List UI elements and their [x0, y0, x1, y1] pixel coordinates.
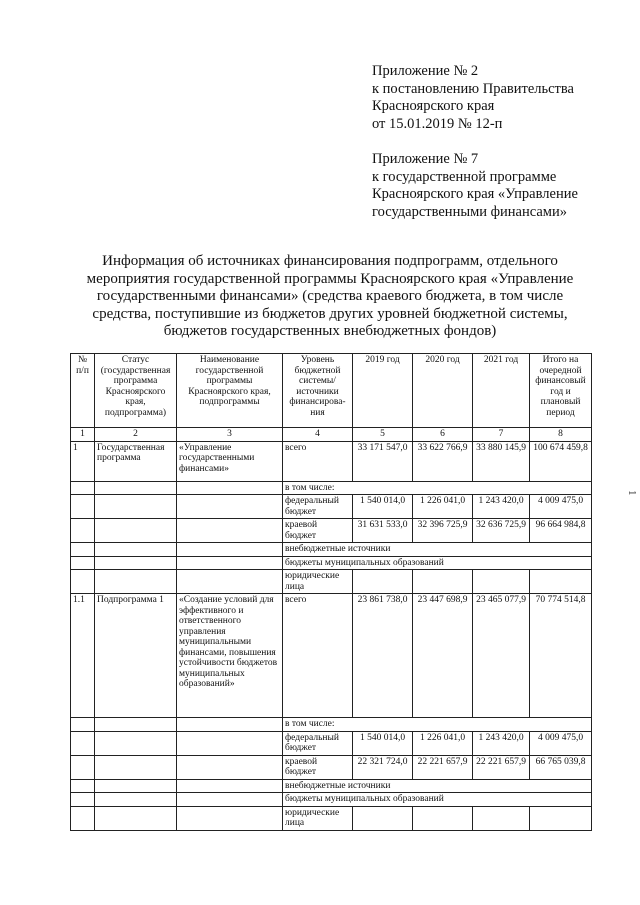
appendix-2-line: к постановлению Правительства — [372, 80, 574, 97]
subprogram-num: 1.1 — [71, 594, 95, 718]
header-2021: 2021 год — [473, 354, 530, 428]
table-row — [71, 731, 592, 755]
subprogram-status: Подпрограмма 1 — [95, 594, 177, 718]
program-federal-2020: 1 226 041,0 — [413, 495, 473, 519]
table-row — [71, 570, 592, 594]
header-2020: 2020 год — [413, 354, 473, 428]
subprogram-name: «Создание условий для эффективного и ответственного управления муниципальными финансами, повышения устойчивости бюджетов муниципальных образований» — [177, 594, 283, 718]
header-level: Уровень бюджетной системы/ источники финансирова- ния — [283, 354, 353, 428]
program-offbudget-label: внебюджетные источники — [283, 543, 592, 557]
table-row — [71, 481, 592, 495]
subprogram-federal-2020: 1 226 041,0 — [413, 731, 473, 755]
appendix-2-line: Красноярского края — [372, 98, 495, 114]
table-row — [71, 556, 592, 570]
program-total-label: всего — [283, 441, 353, 481]
program-num: 1 — [71, 441, 95, 481]
subprogram-including-label: в том числе: — [283, 718, 592, 732]
program-including-label: в том числе: — [283, 481, 592, 495]
subprogram-regional-2019: 22 321 724,0 — [353, 755, 413, 779]
subprogram-federal-label: федеральный бюджет — [283, 731, 353, 755]
column-number: 1 — [71, 428, 95, 442]
page-side-mark: 1 — [626, 490, 638, 496]
program-total-sum: 100 674 459,8 — [530, 441, 592, 481]
column-number: 2 — [95, 428, 177, 442]
program-name: «Управление государственными финансами» — [177, 441, 283, 481]
program-federal-2021: 1 243 420,0 — [473, 495, 530, 519]
program-regional-sum: 96 664 984,8 — [530, 519, 592, 543]
table-row — [71, 779, 592, 793]
subprogram-regional-2020: 22 221 657,9 — [413, 755, 473, 779]
title-line: государственными финансами» (средства краевого бюджета, в том числе — [96, 288, 564, 304]
appendix-2-line: Приложение № 2 — [372, 63, 479, 79]
subprogram-total-2021: 23 465 077,9 — [473, 594, 530, 718]
table-row — [71, 718, 592, 732]
header-2019: 2019 год — [353, 354, 413, 428]
program-federal-sum: 4 009 475,0 — [530, 495, 592, 519]
subprogram-municipal-label: бюджеты муниципальных образований — [283, 793, 592, 807]
column-number: 3 — [177, 428, 283, 442]
table-row — [71, 519, 592, 543]
table-header-row — [71, 354, 592, 428]
appendix-7-line: государственными финансами» — [372, 203, 567, 220]
program-legal-label: юридические лица — [283, 570, 353, 594]
table-row — [71, 594, 592, 718]
column-number: 8 — [530, 428, 592, 442]
appendix-2-block — [372, 63, 574, 133]
program-federal-label: федеральный бюджет — [283, 495, 353, 519]
table-row — [71, 793, 592, 807]
column-number: 7 — [473, 428, 530, 442]
column-number-row — [71, 428, 592, 442]
table-row — [71, 755, 592, 779]
program-regional-label: краевой бюджет — [283, 519, 353, 543]
header-name: Наименование государственной программы Красноярского края, подпрограммы — [177, 354, 283, 428]
header-total: Итого на очередной финансовый год и плановый период — [530, 354, 592, 428]
table-row — [71, 806, 592, 830]
program-federal-2019: 1 540 014,0 — [353, 495, 413, 519]
subprogram-total-label: всего — [283, 594, 353, 718]
table-row — [71, 543, 592, 557]
program-status: Государственная программа — [95, 441, 177, 481]
subprogram-regional-sum: 66 765 039,8 — [530, 755, 592, 779]
column-number: 6 — [413, 428, 473, 442]
program-municipal-label: бюджеты муниципальных образований — [283, 556, 592, 570]
subprogram-federal-2021: 1 243 420,0 — [473, 731, 530, 755]
title-line: средства, поступившие из бюджетов других уровней бюджетной системы, — [92, 305, 568, 322]
table-row — [71, 441, 592, 481]
appendix-7-line: к государственной программе — [372, 168, 557, 185]
subprogram-total-2020: 23 447 698,9 — [413, 594, 473, 718]
subprogram-regional-label: краевой бюджет — [283, 755, 353, 779]
header-status: Статус (государственная программа Красноярского края, подпрограмма) — [95, 354, 177, 428]
subprogram-total-2019: 23 861 738,0 — [353, 594, 413, 718]
program-regional-2020: 32 396 725,9 — [413, 519, 473, 543]
appendix-7-block — [372, 151, 578, 221]
program-regional-2019: 31 631 533,0 — [353, 519, 413, 543]
subprogram-regional-2021: 22 221 657,9 — [473, 755, 530, 779]
subprogram-total-sum: 70 774 514,8 — [530, 594, 592, 718]
title-line: бюджетов государственных внебюджетных фондов) — [163, 323, 497, 339]
title-line: мероприятия государственной программы Красноярского края «Управление — [86, 270, 574, 287]
subprogram-federal-2019: 1 540 014,0 — [353, 731, 413, 755]
program-total-2020: 33 622 766,9 — [413, 441, 473, 481]
program-total-2021: 33 880 145,9 — [473, 441, 530, 481]
program-regional-2021: 32 636 725,9 — [473, 519, 530, 543]
subprogram-offbudget-label: внебюджетные источники — [283, 779, 592, 793]
title-line: Информация об источниках финансирования подпрограмм, отдельного — [102, 253, 558, 269]
financing-table — [70, 353, 592, 831]
appendix-7-line: Приложение № 7 — [372, 151, 479, 167]
column-number: 4 — [283, 428, 353, 442]
subprogram-legal-label: юридические лица — [283, 806, 353, 830]
appendix-2-line: от 15.01.2019 № 12-п — [372, 115, 503, 132]
document-title — [70, 253, 590, 341]
subprogram-federal-sum: 4 009 475,0 — [530, 731, 592, 755]
program-total-2019: 33 171 547,0 — [353, 441, 413, 481]
header-num: № п/п — [71, 354, 95, 428]
table-row — [71, 495, 592, 519]
appendix-7-line: Красноярского края «Управление — [372, 186, 578, 202]
column-number: 5 — [353, 428, 413, 442]
